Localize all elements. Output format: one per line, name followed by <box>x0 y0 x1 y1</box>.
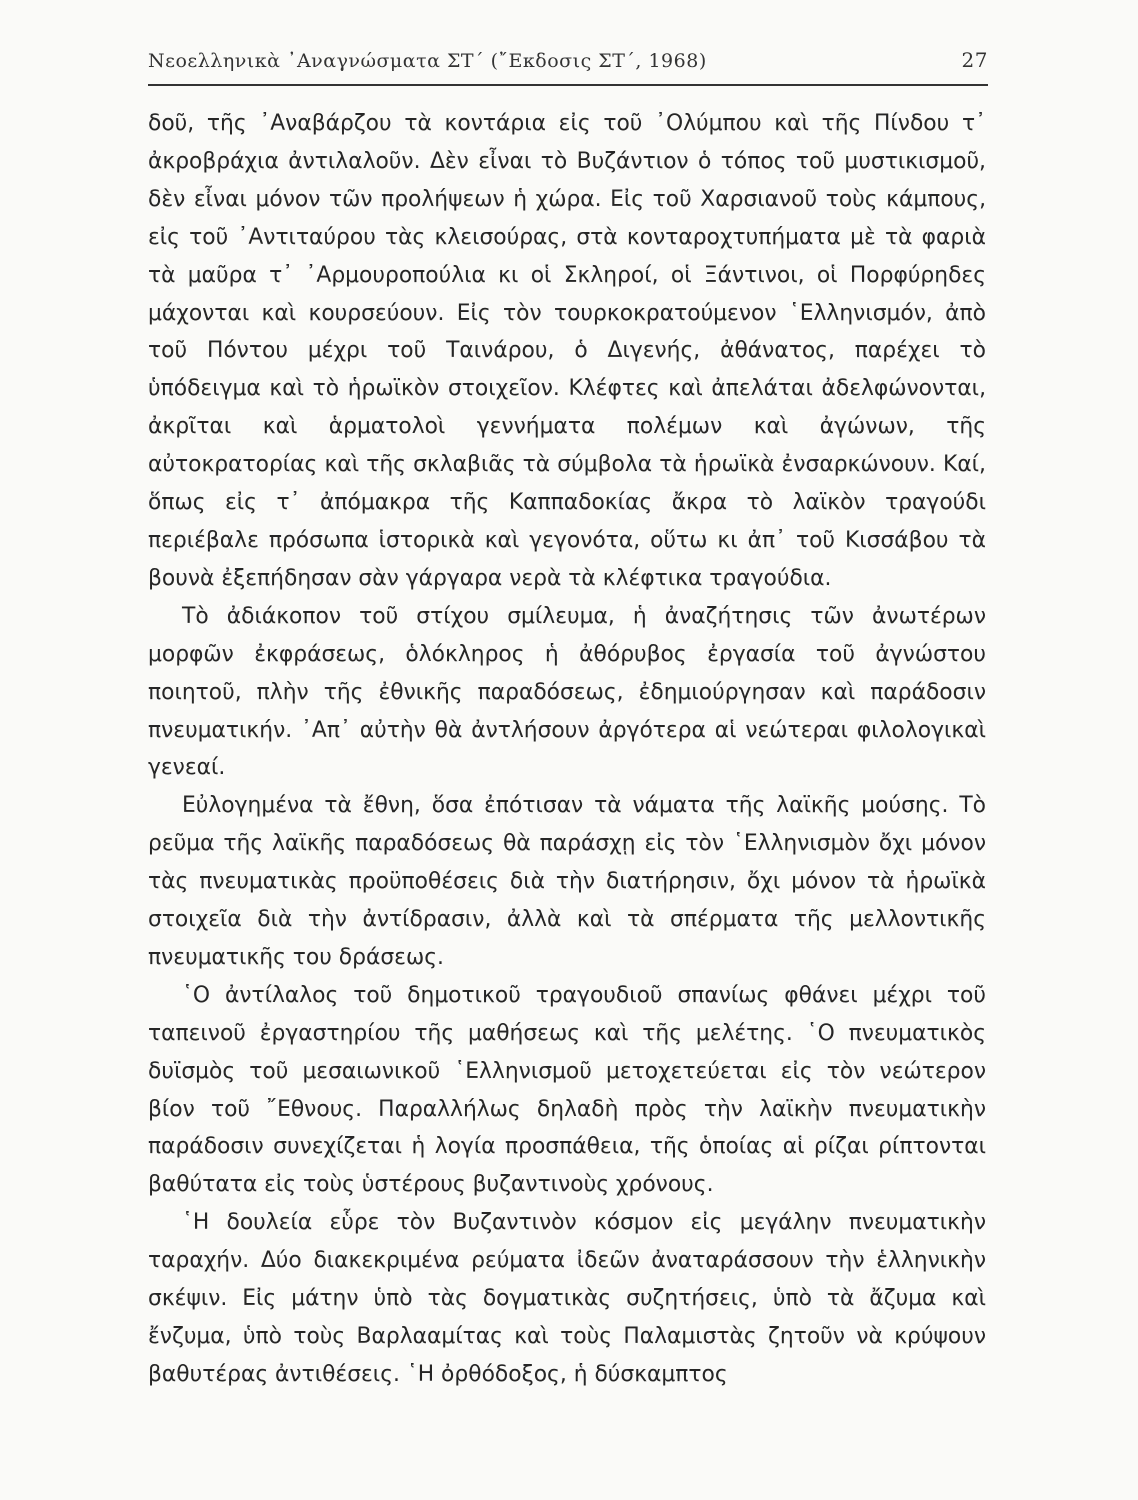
page-number: 27 <box>961 48 988 72</box>
paragraph-5: ῾Η δουλεία εὗρε τὸν Βυζαντινὸν κόσμον εἰς μεγάλην πνευματικὴν ταραχήν. Δύο διακεκριμένα ρεύματα ἰδεῶν ἀναταράσσουν τὴν ἑλληνικὴν σκέψιν. Εἰς μάτην ὑπὸ τὰς δογματικὰς συζητήσεις, ὑπὸ τὰ ἄζυμα καὶ ἔνζυμα, ὑπὸ τοὺς Βαρλααμίτας καὶ τοὺς Παλαμιστὰς ζητοῦν νὰ κρύψουν βαθυτέρας ἀντιθέσεις. ῾Η ὀρθόδοξος, ἡ δύσκαμπτος <box>148 1210 986 1387</box>
paragraph-3: Εὐλογημένα τὰ ἔθνη, ὅσα ἐπότισαν τὰ νάματα τῆς λαϊκῆς μούσης. Τὸ ρεῦμα τῆς λαϊκῆς παραδόσεως θὰ παράσχῃ εἰς τὸν ῾Ελληνισμὸν ὄχι μόνον τὰς πνευματικὰς προϋποθέσεις διὰ τὴν διατήρησιν, ὄχι μόνον τὰ ἡρωϊκὰ στοιχεῖα διὰ τὴν ἀντίδρασιν, ἀλλὰ καὶ τὰ σπέρματα τῆς μελλοντικῆς πνευματικῆς του δράσεως. <box>148 793 986 970</box>
header-title: Νεοελληνικὰ ᾿Αναγνώσματα ΣΤ΄ (῎Εκδοσις ΣΤ΄, 1968) <box>148 50 707 72</box>
paragraph-2: Τὸ ἀδιάκοπον τοῦ στίχου σμίλευμα, ἡ ἀναζήτησις τῶν ἀνωτέρων μορφῶν ἐκφράσεως, ὁλόκληρος ἡ ἀθόρυβος ἐργασία τοῦ ἀγνώστου ποιητοῦ, πλὴν τῆς ἐθνικῆς παραδόσεως, ἐδημιούργησαν καὶ παράδοσιν πνευματικήν. ᾿Απ᾿ αὐτὴν θὰ ἀντλήσουν ἀργότερα αἱ νεώτεραι φιλολογικαὶ γενεαί. <box>148 603 986 781</box>
paragraph-1: δοῦ, τῆς ᾿Αναβάρζου τὰ κοντάρια εἰς τοῦ ᾿Ολύμπου καὶ τῆς Πίνδου τ᾿ ἀκροβράχια ἀντιλαλοῦν. Δὲν εἶναι τὸ Βυζάντιον ὁ τόπος τοῦ μυστικισμοῦ, δὲν εἶναι μόνον τῶν προλήψεων ἡ χώρα. Εἰς τοῦ Χαρσιανοῦ τοὺς κάμπους, εἰς τοῦ ᾿Αντιταύρου τὰς κλεισούρας, στὰ κονταροχτυπήματα μὲ τὰ φαριὰ τὰ μαῦρα τ᾿ ᾿Αρμουροπούλια κι οἱ Σκληροί, οἱ Ξάντινοι, οἱ Πορφύρηδες μάχονται καὶ κουρσεύουν. Εἰς τὸν τουρκοκρατούμενον ῾Ελληνισμόν, ἀπὸ τοῦ Πόντου μέχρι τοῦ Ταινάρου, ὁ Διγενής, ἀθάνατος, παρέχει τὸ ὑπόδειγμα καὶ τὸ ἡρωϊκὸν στοιχεῖον. Κλέφτες καὶ ἀπελάται ἀδελφώνονται, ἀκρῖται καὶ ἁρματολοὶ γεννήματα πολέμων καὶ ἀγώνων, τῆς αὐτοκρατορίας καὶ τῆς σκλαβιᾶς τὰ σύμβολα τὰ ἡρωϊκὰ ἐνσαρκώνουν. Καί, ὅπως εἰς τ᾿ ἀπόμακρα τῆς Καππαδοκίας ἄκρα τὸ λαϊκὸν τραγούδι περιέβαλε πρόσωπα ἱστορικὰ καὶ γεγονότα, οὕτω κι ἀπ᾿ τοῦ Κισσάβου τὰ βουνὰ ἐξεπήδησαν σὰν γάργαρα νερὰ τὰ κλέφτικα τραγούδια. <box>148 111 986 591</box>
running-header <box>148 44 988 86</box>
paragraph-4: ῾Ο ἀντίλαλος τοῦ δημοτικοῦ τραγουδιοῦ σπανίως φθάνει μέχρι τοῦ ταπεινοῦ ἐργαστηρίου τῆς μαθήσεως καὶ τῆς μελέτης. ῾Ο πνευματικὸς δυϊσμὸς τοῦ μεσαιωνικοῦ ῾Ελληνισμοῦ μετοχετεύεται εἰς τὸν νεώτερον βίον τοῦ ῎Εθνους. Παραλλήλως δηλαδὴ πρὸς τὴν λαϊκὴν πνευματικὴν παράδοσιν συνεχίζεται ἡ λογία προσπάθεια, τῆς ὁποίας αἱ ρίζαι ρίπτονται βαθύτατα εἰς τοὺς ὑστέρους βυζαντινοὺς χρόνους. <box>148 982 986 1198</box>
body-text <box>148 105 986 1394</box>
